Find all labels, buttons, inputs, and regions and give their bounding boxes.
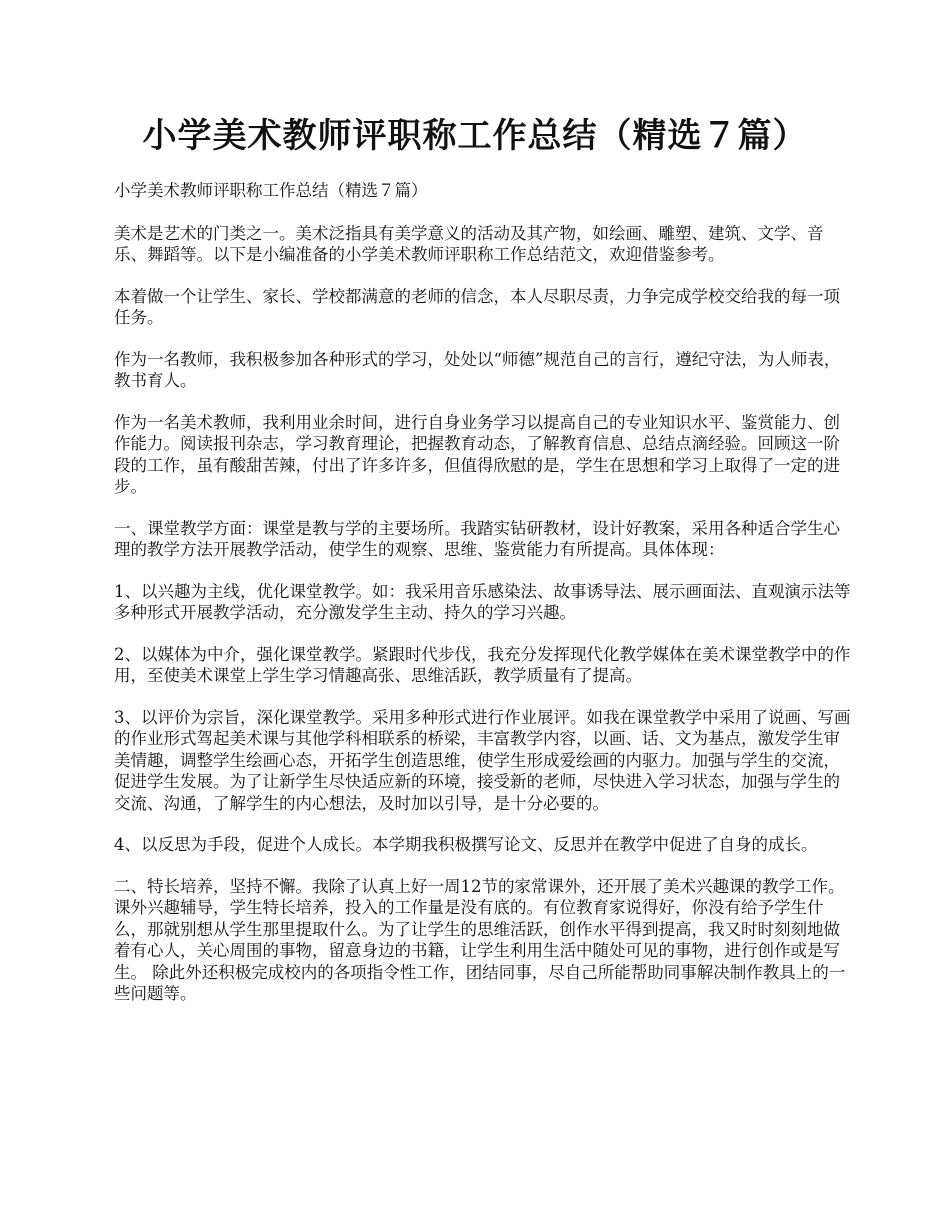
paragraph-point-4: 4、以反思为手段，促进个人成长。本学期我积极撰写论文、反思并在教学中促进了自身的成长。 bbox=[114, 835, 818, 854]
paragraph-point-2: 2、以媒体为中介，强化课堂教学。紧跟时代步伐，我充分发挥现代化教学媒体在美术课堂教学中的作用，至使美术课堂上学生学习情趣高张、思维活跃，教学质量有了提高。 bbox=[114, 644, 851, 685]
paragraph-belief: 本着做一个让学生、家长、学校都满意的老师的信念，本人尽职尽责，力争完成学校交给我的每一项任务。 bbox=[114, 286, 840, 327]
document-subtitle: 小学美术教师评职称工作总结（精选７篇） bbox=[114, 181, 428, 200]
paragraph-talent-training: 二、特长培养，坚持不懈。我除了认真上好一周12节的家常课外，还开展了美术兴趣课的教学工作。课外兴趣辅导，学生特长培养，投入的工作量是没有底的。有位教育家说得好，你没有给予学生什么，那就别想从学生那里提取什么。为了让学生的思维活跃，创作水平得到提高，我又时时刻刻地做着有心人，关心周围的事物，留意身边的书籍，让学生利用生活中随处可见的事物，进行创作或是写生。 除此外还积极完成校内的各项指令性工作，团结同事，尽自己所能帮助同事解决制作教具上的一些问题等。 bbox=[114, 876, 846, 1003]
paragraph-point-1: 1、以兴趣为主线，优化课堂教学。如：我采用音乐感染法、故事诱导法、展示画面法、直观演示法等多种形式开展教学活动，充分激发学生主动、持久的学习兴趣。 bbox=[114, 581, 851, 622]
paragraph-point-3: 3、以评价为宗旨，深化课堂教学。采用多种形式进行作业展评。如我在课堂教学中采用了说画、写画的作业形式驾起美术课与其他学科相联系的桥梁，丰富教学内容，以画、话、文为基点，激发学生审美情趣，调整学生绘画心态，开拓学生创造思维，使学生形成爱绘画的内驱力。加强与学生的交流，促进学生发展。为了让新学生尽快适应新的环境，接受新的老师，尽快进入学习状态，加强与学生的交流、沟通，了解学生的内心想法，及时加以引导，是十分必要的。 bbox=[114, 707, 851, 813]
document-body bbox=[114, 180, 854, 1025]
document-title: 小学美术教师评职称工作总结（精选７篇） bbox=[142, 116, 808, 156]
paragraph-classroom-teaching: 一、课堂教学方面：课堂是教与学的主要场所。我踏实钻研教材，设计好教案，采用各种适合学生心理的教学方法开展教学活动，使学生的观察、思维、鉴赏能力有所提高。具体体现： bbox=[114, 518, 840, 559]
paragraph-study: 作为一名美术教师，我利用业余时间，进行自身业务学习以提高自己的专业知识水平、鉴赏能力、创作能力。阅读报刊杂志，学习教育理论，把握教育动态，了解教育信息、总结点滴经验。回顾这一阶段的工作，虽有酸甜苦辣，付出了许多许多，但值得欣慰的是，学生在思想和学习上取得了一定的进步。 bbox=[114, 412, 840, 496]
paragraph-ethics: 作为一名教师，我积极参加各种形式的学习，处处以“师德”规范自己的言行，遵纪守法，为人师表，教书育人。 bbox=[114, 349, 841, 390]
paragraph-intro: 美术是艺术的门类之一。美术泛指具有美学意义的活动及其产物，如绘画、雕塑、建筑、文学、音乐、舞蹈等。以下是小编准备的小学美术教师评职称工作总结范文，欢迎借鉴参考。 bbox=[114, 223, 824, 264]
